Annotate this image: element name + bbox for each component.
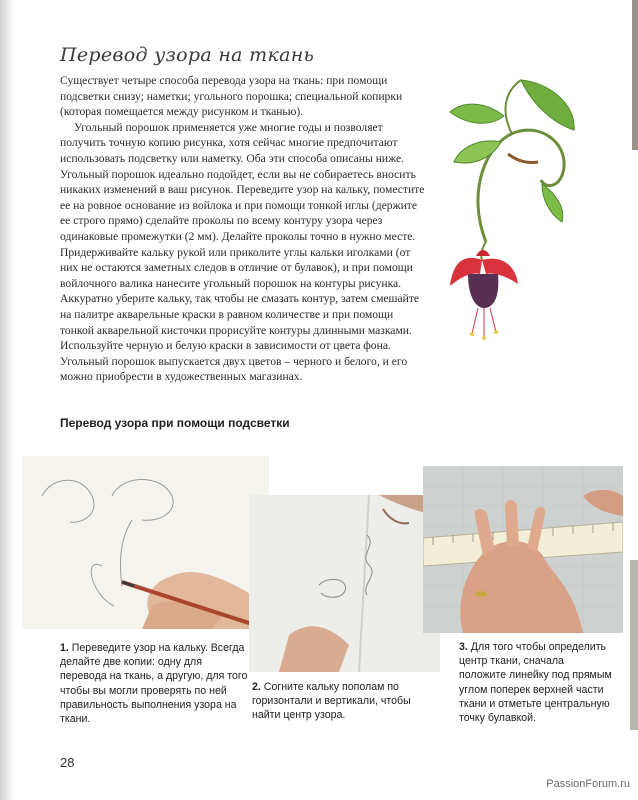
caption-step-2-number: 2. (252, 681, 261, 693)
caption-step-3-number: 3. (459, 641, 468, 653)
folded-tracing-paper-photo (249, 495, 440, 672)
caption-step-1 (60, 641, 250, 726)
watermark: PassionForum.ru (546, 778, 630, 790)
hand-tracing-pattern-photo (22, 456, 269, 629)
ruler-on-fabric-photo (423, 466, 623, 633)
paragraph-intro: Существует четыре способа перевода узора на ткань: при помощи подсветки снизу; наметки; угольного порошка; специальной копирки (которая помещается между рисунком и тканью). (60, 74, 403, 119)
page-number: 28 (60, 755, 75, 770)
caption-step-3 (459, 640, 613, 725)
caption-step-2-text: Согните кальку пополам по горизонтали и вертикали, чтобы найти центр узора. (252, 681, 411, 722)
section-subheading: Перевод узора при помощи подсветки (60, 416, 290, 430)
caption-step-1-text: Переведите узор на кальку. Всегда делайте две копии: одну для перевода на ткань, а другую, для того чтобы вы могли проверять по ней правильность выполнения узора на ткани. (60, 642, 248, 726)
body-text (60, 73, 430, 385)
fuchsia-flower-illustration (446, 72, 588, 340)
book-spine-shadow (0, 0, 14, 800)
caption-step-3-text: Для того чтобы определить центр ткани, сначала положите линейку под прямым углом поперек верхней части ткани и отметьте центральную точку булавкой. (459, 641, 612, 725)
caption-step-2 (252, 680, 422, 723)
caption-step-1-number: 1. (60, 642, 69, 654)
page-heading: Перевод узора на ткань (60, 44, 315, 66)
adjacent-page-edge-top (632, 0, 638, 150)
adjacent-page-edge-bottom (630, 560, 638, 730)
paragraph-charcoal: Угольный порошок применяется уже многие годы и позволяет получить точную копию рисунка, хотя сейчас многие предпочитают использовать подсветку или наметку. Оба эти способа описаны ниже. Угольный порошок идеально подойдет, если вы не собираетесь вносить никаких изменений в ваш рисунок. Переведите узор на кальку, поместите ее на ровное основание из войлока и при помощи тонкой иглы (держите ее строго прямо) сделайте проколы по всему контуру узора через одинаковые промежутки (2 мм). Делайте проколы точно в нужно месте. Придерживайте кальку рукой или приколите углы кальки иголками (от них не остаются заметных следов в отличие от булавок), и при помощи войлочного валика нанесите угольный порошок на контуры рисунка. Аккуратно уберите кальку, так чтобы не смазать контур, затем смешайте на палитре акварельные краски в равном количестве и при помощи тонкой акварельной кисточки прорисуйте контуры длинными мазками. Используйте черную и белую краски в зависимости от цвета фона. Угольный порошок выпускается двух цветов – черного и белого, и его можно приобрести в художественных магазинах. (60, 120, 425, 384)
